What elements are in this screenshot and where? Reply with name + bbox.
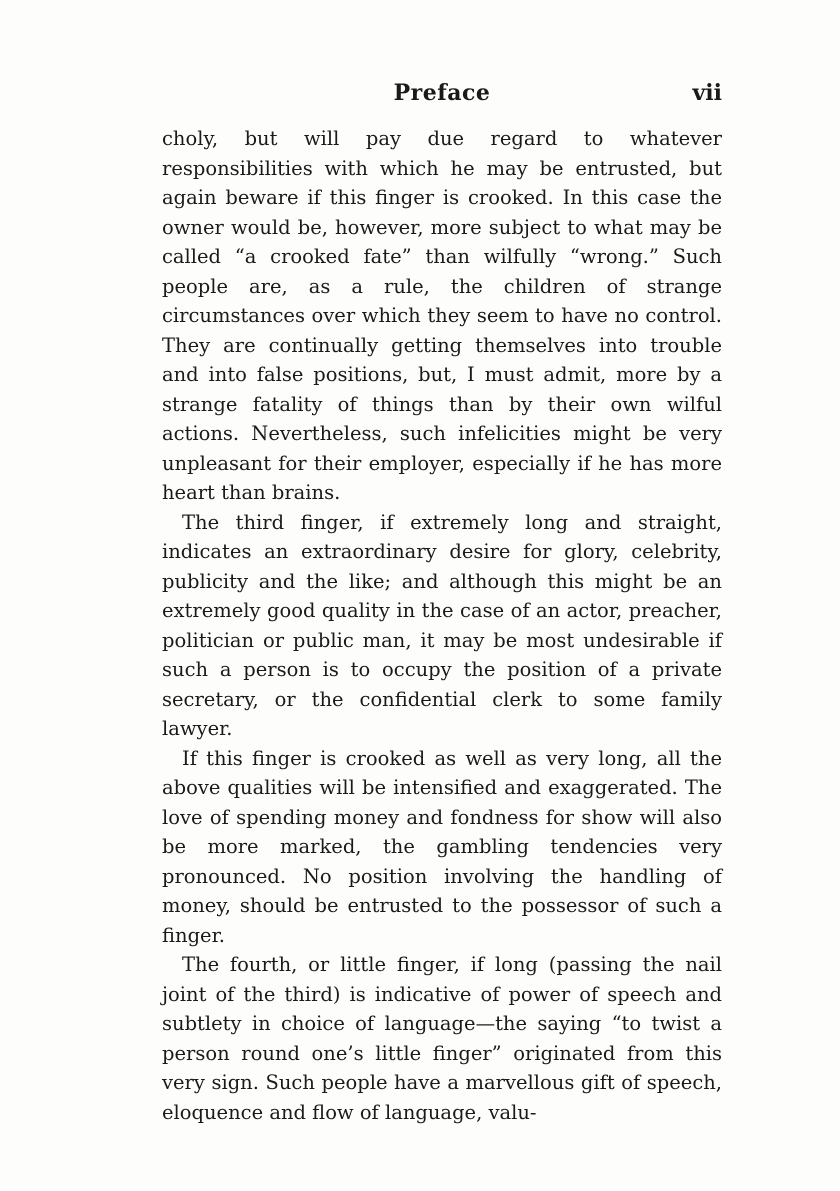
paragraph-little-finger: The fourth, or little finger, if long (passing the nail joint of the third) is indicative of power of speech and subtlety in choice of language—the saying “to twist a person round one’s little finger” originated from this very sign. Such people have a marvellous gift of speech, eloquence and flow of language, valu- bbox=[162, 953, 722, 1124]
page-number: vii bbox=[692, 80, 722, 106]
body-text bbox=[162, 124, 722, 1127]
running-head bbox=[162, 80, 722, 114]
page-title: Preface bbox=[393, 80, 491, 106]
paragraph-third-finger: The third finger, if extremely long and straight, indicates an extraordinary desire for glory, celebrity, publicity and the like; and although this might be an extremely good quality in the case of an actor, preacher, politician or public man, it may be most undesirable if such a person is to occupy the position of a private secretary, or the confidential clerk to some family lawyer. bbox=[162, 510, 722, 740]
paragraph-continued: choly, but will pay due regard to whatever responsibilities with which he may be entrusted, but again beware if this finger is crooked. In this case the owner would be, however, more subject to what may be called “a crooked fate” than wilfully “wrong.” Such people are, as a rule, the children of strange circumstances over which they seem to have no control. They are continually getting themselves into trouble and into false positions, but, I must admit, more by a strange fatality of things than by their own wilful actions. Nevertheless, such infelicities might be very unpleasant for their employer, especially if he has more heart than brains. bbox=[162, 127, 722, 504]
paragraph-crooked-finger: If this finger is crooked as well as very long, all the above qualities will be intensified and exaggerated. The love of spending money and fondness for show will also be more marked, the gambling tendencies very pronounced. No position involving the handling of money, should be entrusted to the possessor of such a finger. bbox=[162, 746, 722, 947]
